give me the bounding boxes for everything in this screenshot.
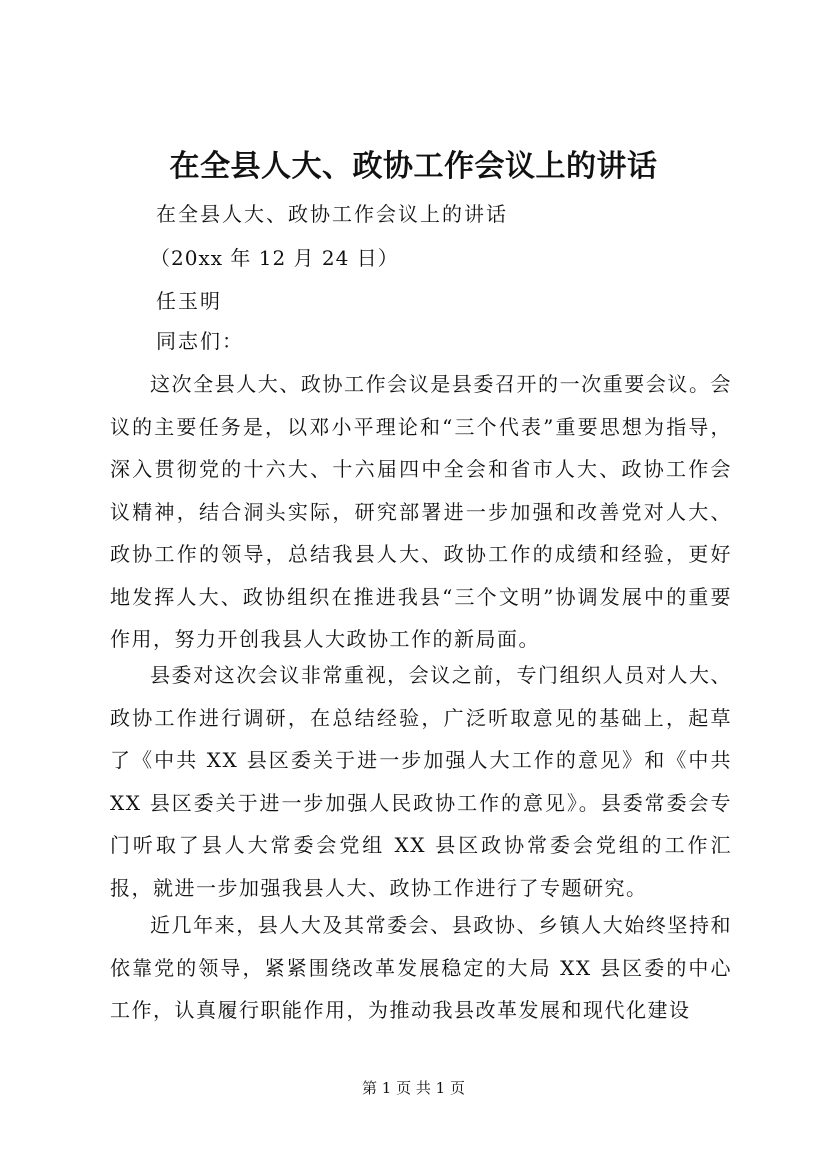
page-number-footer: 第 1 页 共 1 页 (362, 1079, 465, 1097)
speech-date: （20xx 年 12 月 24 日） (150, 246, 399, 270)
speech-subtitle: 在全县人大、政协工作会议上的讲话 (156, 202, 508, 226)
body-paragraph-2: 县委对这次会议非常重视，会议之前，专门组织人员对人大、政协工作进行调研，在总结经验，广泛听取意见的基础上，起草了《中共 XX 县区委关于进一步加强人大工作的意见》和《中共 XX 县区委关于进一步加强人民政协工作的意见》。县委常委会专门听取了县人大常委会党组 XX 县区政协常委会党组的工作汇报，就进一步加强我县人大、政协工作进行了专题研究。 (110, 663, 732, 900)
body-paragraph-1: 这次全县人大、政协工作会议是县委召开的一次重要会议。会议的主要任务是，以邓小平理论和“三个代表”重要思想为指导，深入贯彻党的十六大、十六届四中全会和省市人大、政协工作会议精神，结合洞头实际，研究部署进一步加强和改善党对人大、政协工作的领导，总结我县人大、政协工作的成绩和经验，更好地发挥人大、政协组织在推进我县“三个文明”协调发展中的重要作用，努力开创我县人大政协工作的新局面。 (110, 372, 732, 651)
body-paragraph-3: 近几年来，县人大及其常委会、县政协、乡镇人大始终坚持和依靠党的领导，紧紧围绕改革发展稳定的大局 XX 县区委的中心工作，认真履行职能作用，为推动我县改革发展和现代化建设 (110, 913, 732, 1022)
salutation: 同志们： (156, 329, 244, 353)
document-title: 在全县人大、政协工作会议上的讲话 (169, 149, 658, 184)
speaker-name: 任玉明 (156, 289, 222, 313)
